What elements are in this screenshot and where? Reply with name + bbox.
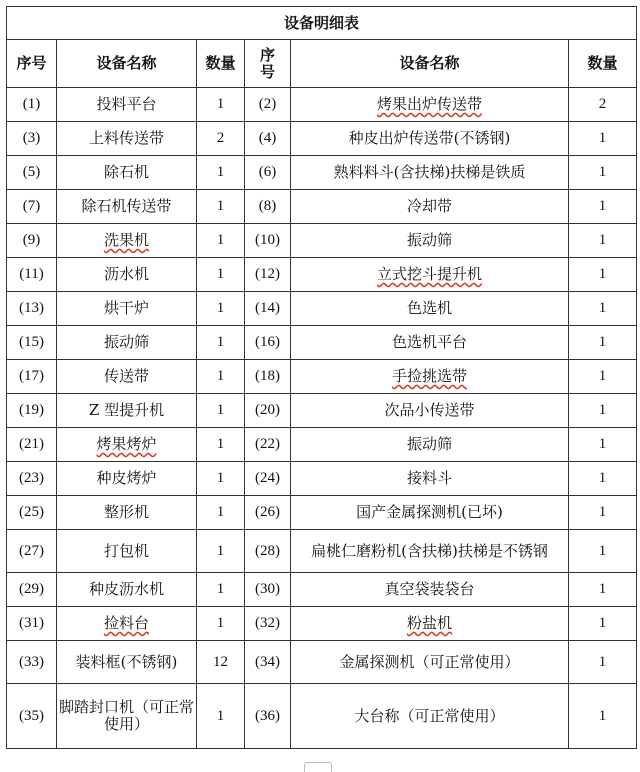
cell-name-left-text: 传送带 (103, 367, 149, 385)
table-row (7, 496, 637, 530)
cell-qty-right (569, 573, 637, 607)
header-name-right: 设备名称 (291, 40, 569, 88)
cell-name-right (291, 530, 569, 573)
cell-qty-right (569, 326, 637, 360)
cell-seq-left-text: (33) (19, 653, 44, 670)
cell-qty-left (197, 122, 245, 156)
header-qty-left: 数量 (197, 40, 245, 88)
cell-qty-right-text: 1 (598, 470, 607, 486)
cell-seq-right-text: (22) (255, 436, 280, 452)
cell-qty-left-text: 1 (216, 198, 225, 214)
cell-qty-right (569, 122, 637, 156)
cell-qty-left (197, 292, 245, 326)
cell-qty-left (197, 530, 245, 573)
cell-seq-left (7, 122, 57, 156)
cell-seq-right (245, 156, 291, 190)
cell-name-left-text: 除石机传送带 (81, 197, 172, 215)
cell-name-left-text: 种皮沥水机 (88, 580, 164, 598)
table-row (7, 641, 637, 684)
cell-qty-left-text: 1 (216, 402, 225, 418)
cell-seq-left-text: (13) (19, 300, 44, 316)
cell-name-left (57, 122, 197, 156)
cell-qty-right-text: 1 (598, 707, 607, 724)
cell-name-left (57, 88, 197, 122)
cell-qty-left-text: 1 (216, 542, 225, 559)
cell-seq-left (7, 462, 57, 496)
cell-qty-left (197, 88, 245, 122)
cell-name-left (57, 641, 197, 684)
header-seq-right: 序 号 (245, 40, 291, 88)
table-row (7, 258, 637, 292)
cell-qty-left-text: 1 (216, 368, 225, 384)
cell-qty-right-text: 1 (598, 653, 607, 670)
cell-seq-left (7, 684, 57, 749)
cell-seq-left-text: (19) (19, 402, 44, 418)
cell-seq-right (245, 428, 291, 462)
cell-name-right-text: 扁桃仁磨粉机(含扶梯)扶梯是不锈钢 (311, 541, 548, 560)
cell-name-right (291, 122, 569, 156)
cell-qty-left (197, 224, 245, 258)
cell-seq-left (7, 224, 57, 258)
cell-seq-left (7, 292, 57, 326)
cell-seq-right-text: (4) (258, 130, 277, 146)
cell-qty-left-text: 1 (216, 504, 225, 520)
cell-qty-right (569, 394, 637, 428)
cell-seq-right (245, 684, 291, 749)
table-row (7, 462, 637, 496)
cell-qty-left (197, 607, 245, 641)
cell-qty-right (569, 156, 637, 190)
cell-name-right-text: 粉盐机 (406, 614, 452, 632)
cell-seq-right (245, 530, 291, 573)
cell-qty-left-text: 1 (216, 334, 225, 350)
cell-name-left (57, 360, 197, 394)
cell-name-left (57, 224, 197, 258)
cell-qty-left (197, 326, 245, 360)
cell-name-right (291, 190, 569, 224)
table-row (7, 573, 637, 607)
cell-qty-left-text: 12 (213, 653, 228, 670)
cell-seq-left-text: (25) (19, 504, 44, 520)
cell-qty-right-text: 1 (598, 368, 607, 384)
cell-qty-right-text: 1 (598, 232, 607, 248)
cell-seq-left (7, 326, 57, 360)
cell-name-left-text: 打包机 (103, 541, 149, 560)
cell-name-left-text: 除石机 (103, 163, 149, 181)
cell-name-left-text: 洗果机 (103, 231, 149, 249)
cell-name-right (291, 684, 569, 749)
table-title: 设备明细表 (7, 7, 637, 40)
cell-qty-right (569, 224, 637, 258)
cell-seq-right-text: (34) (255, 653, 280, 670)
cell-qty-left (197, 684, 245, 749)
cell-seq-left (7, 190, 57, 224)
table-row (7, 530, 637, 573)
cell-name-left (57, 496, 197, 530)
cell-seq-right-text: (28) (255, 542, 280, 559)
cell-name-right-text: 振动筛 (406, 435, 452, 453)
cell-name-left-text: 捡料台 (103, 614, 149, 632)
cell-seq-right-text: (18) (255, 368, 280, 384)
cell-name-right-text: 振动筛 (406, 231, 452, 249)
cell-name-right (291, 607, 569, 641)
cell-seq-left-text: (31) (19, 615, 44, 631)
cell-qty-left (197, 394, 245, 428)
cell-name-left (57, 428, 197, 462)
cell-name-right (291, 394, 569, 428)
cell-qty-left-text: 1 (216, 232, 225, 248)
cell-seq-left-text: (35) (19, 707, 44, 724)
cell-qty-right (569, 462, 637, 496)
cell-qty-right (569, 88, 637, 122)
cell-name-left (57, 156, 197, 190)
cell-seq-right-text: (16) (255, 334, 280, 350)
cell-qty-left-text: 1 (216, 470, 225, 486)
cell-seq-left (7, 156, 57, 190)
cell-name-left-text: 烘干炉 (103, 299, 149, 317)
cell-qty-right-text: 1 (598, 130, 607, 146)
cell-name-right (291, 292, 569, 326)
cell-seq-right (245, 190, 291, 224)
cell-qty-right-text: 1 (598, 504, 607, 520)
cell-qty-right-text: 1 (598, 542, 607, 559)
cell-qty-right (569, 258, 637, 292)
cell-qty-left (197, 573, 245, 607)
cell-seq-left (7, 573, 57, 607)
cell-seq-left-text: (17) (19, 368, 44, 384)
equipment-table (6, 6, 637, 749)
cell-seq-left-text: (1) (22, 96, 41, 112)
cell-name-right-text: 金属探测机（可正常使用） (339, 652, 520, 671)
cell-qty-right (569, 496, 637, 530)
cell-seq-left-text: (15) (19, 334, 44, 350)
cell-name-left-text: 沥水机 (103, 265, 149, 283)
cell-name-left-text: 上料传送带 (88, 129, 164, 147)
cell-name-right-text: 接料斗 (406, 469, 452, 487)
cell-name-left-text: 投料平台 (96, 95, 157, 113)
cell-seq-right (245, 258, 291, 292)
table-row (7, 88, 637, 122)
cell-name-left (57, 394, 197, 428)
cell-qty-right (569, 292, 637, 326)
table-row (7, 326, 637, 360)
cell-qty-right-text: 1 (598, 402, 607, 418)
cell-seq-right (245, 496, 291, 530)
cell-name-left (57, 684, 197, 749)
cell-name-right-text: 大台称（可正常使用） (354, 706, 505, 725)
cell-name-left (57, 530, 197, 573)
cell-seq-right-text: (24) (255, 470, 280, 486)
cell-seq-right-text: (36) (255, 707, 280, 724)
cell-name-right (291, 326, 569, 360)
cell-seq-right-text: (12) (255, 266, 280, 282)
cell-name-left (57, 573, 197, 607)
cell-seq-right-text: (32) (255, 615, 280, 631)
cell-name-right (291, 428, 569, 462)
cell-qty-left (197, 428, 245, 462)
cell-seq-right (245, 88, 291, 122)
cell-qty-left-text: 1 (216, 164, 225, 180)
cell-name-right-text: 冷却带 (406, 197, 452, 215)
cell-qty-right-text: 1 (598, 334, 607, 350)
cell-name-left (57, 190, 197, 224)
cell-seq-right-text: (20) (255, 402, 280, 418)
cell-name-right (291, 88, 569, 122)
cell-seq-left (7, 607, 57, 641)
cell-seq-right-text: (30) (255, 581, 280, 597)
cell-seq-right (245, 462, 291, 496)
cell-qty-left-text: 1 (216, 707, 225, 724)
cell-name-left (57, 258, 197, 292)
cell-qty-left-text: 1 (216, 300, 225, 316)
cell-qty-left (197, 462, 245, 496)
cell-seq-left-text: (7) (22, 198, 41, 214)
cell-seq-right (245, 292, 291, 326)
cell-name-right (291, 573, 569, 607)
cell-qty-left (197, 641, 245, 684)
cell-seq-left (7, 360, 57, 394)
cell-qty-left (197, 496, 245, 530)
cell-name-left-text: 种皮烤炉 (96, 469, 157, 487)
cell-qty-right (569, 607, 637, 641)
table-row (7, 360, 637, 394)
cell-name-right (291, 360, 569, 394)
cell-name-right-text: 烤果出炉传送带 (376, 95, 482, 113)
cell-qty-left (197, 258, 245, 292)
cell-seq-right-text: (10) (255, 232, 280, 248)
cell-name-right-text: 真空袋装袋台 (384, 580, 475, 598)
cell-name-left-text: 脚踏封口机（可正常使用） (59, 698, 195, 733)
cell-name-right-text: 熟料料斗(含扶梯)扶梯是铁质 (333, 163, 526, 181)
cell-qty-left (197, 360, 245, 394)
cell-qty-right (569, 190, 637, 224)
cell-qty-left (197, 156, 245, 190)
table-row (7, 428, 637, 462)
cell-qty-left (197, 190, 245, 224)
cell-name-right (291, 156, 569, 190)
cell-qty-right-text: 1 (598, 581, 607, 597)
table-row (7, 156, 637, 190)
cell-name-right (291, 496, 569, 530)
cell-qty-right-text: 1 (598, 615, 607, 631)
cell-qty-right-text: 1 (598, 266, 607, 282)
cell-seq-right (245, 394, 291, 428)
cell-seq-left (7, 428, 57, 462)
cell-seq-left-text: (9) (22, 232, 41, 248)
cell-name-right-text: 种皮出炉传送带(不锈钢) (348, 129, 511, 147)
cell-seq-left-text: (3) (22, 130, 41, 146)
cell-name-left (57, 462, 197, 496)
cell-seq-right (245, 641, 291, 684)
cell-name-right-text: 色选机平台 (391, 333, 467, 351)
cell-seq-right-text: (6) (258, 164, 277, 180)
cell-qty-right (569, 641, 637, 684)
cell-seq-right (245, 607, 291, 641)
table-row (7, 190, 637, 224)
cell-seq-left-text: (23) (19, 470, 44, 486)
cell-seq-left-text: (11) (19, 266, 44, 282)
header-name-left: 设备名称 (57, 40, 197, 88)
cell-name-right-text: 手捡挑选带 (391, 367, 467, 385)
cell-seq-right-text: (26) (255, 504, 280, 520)
cell-seq-right (245, 573, 291, 607)
cell-seq-left-text: (27) (19, 542, 44, 559)
cell-seq-left (7, 496, 57, 530)
cell-seq-left-text: (29) (19, 581, 44, 597)
cell-qty-left-text: 1 (216, 96, 225, 112)
cell-seq-left (7, 258, 57, 292)
cell-name-left (57, 607, 197, 641)
cell-qty-right-text: 1 (598, 198, 607, 214)
cell-seq-right (245, 360, 291, 394)
cell-seq-left-text: (21) (19, 436, 44, 452)
cell-qty-left-text: 2 (216, 130, 225, 146)
cell-qty-left-text: 1 (216, 581, 225, 597)
cell-qty-right-text: 1 (598, 164, 607, 180)
cell-qty-left-text: 1 (216, 436, 225, 452)
cell-name-left (57, 292, 197, 326)
cell-seq-right (245, 224, 291, 258)
cell-seq-right (245, 326, 291, 360)
cell-name-left-text: Z 型提升机 (88, 401, 165, 419)
cell-qty-right (569, 530, 637, 573)
cell-qty-right (569, 428, 637, 462)
cell-name-right (291, 641, 569, 684)
cell-qty-right (569, 684, 637, 749)
cell-qty-right-text: 1 (598, 300, 607, 316)
cell-name-left-text: 烤果烤炉 (96, 435, 157, 453)
table-row (7, 122, 637, 156)
cell-name-right-text: 次品小传送带 (384, 401, 475, 419)
table-row (7, 394, 637, 428)
table-row (7, 292, 637, 326)
table-row (7, 607, 637, 641)
cell-name-left (57, 326, 197, 360)
cell-qty-left-text: 1 (216, 266, 225, 282)
cell-name-left-text: 振动筛 (103, 333, 149, 351)
cell-name-right (291, 462, 569, 496)
cell-qty-right-text: 1 (598, 436, 607, 452)
cell-name-right-text: 国产金属探测机(已坏) (356, 503, 503, 521)
header-qty-right: 数量 (569, 40, 637, 88)
cell-qty-left-text: 1 (216, 615, 225, 631)
cell-seq-left (7, 641, 57, 684)
table-row (7, 684, 637, 749)
cell-name-right (291, 224, 569, 258)
header-seq-left: 序号 (7, 40, 57, 88)
cell-seq-right-text: (14) (255, 300, 280, 316)
cell-name-left-text: 装料框(不锈钢) (75, 652, 178, 671)
cell-seq-left (7, 88, 57, 122)
cell-name-right-text: 立式挖斗提升机 (376, 265, 482, 283)
cell-name-left-text: 整形机 (103, 503, 149, 521)
cell-seq-left (7, 530, 57, 573)
cell-qty-right-text: 2 (598, 96, 607, 112)
cell-seq-right-text: (2) (258, 96, 277, 112)
table-row (7, 224, 637, 258)
cell-name-right (291, 258, 569, 292)
cell-seq-right (245, 122, 291, 156)
cell-seq-left-text: (5) (22, 164, 41, 180)
cell-qty-right (569, 360, 637, 394)
cell-seq-left (7, 394, 57, 428)
cell-name-right-text: 色选机 (406, 299, 452, 317)
cell-seq-right-text: (8) (258, 198, 277, 214)
